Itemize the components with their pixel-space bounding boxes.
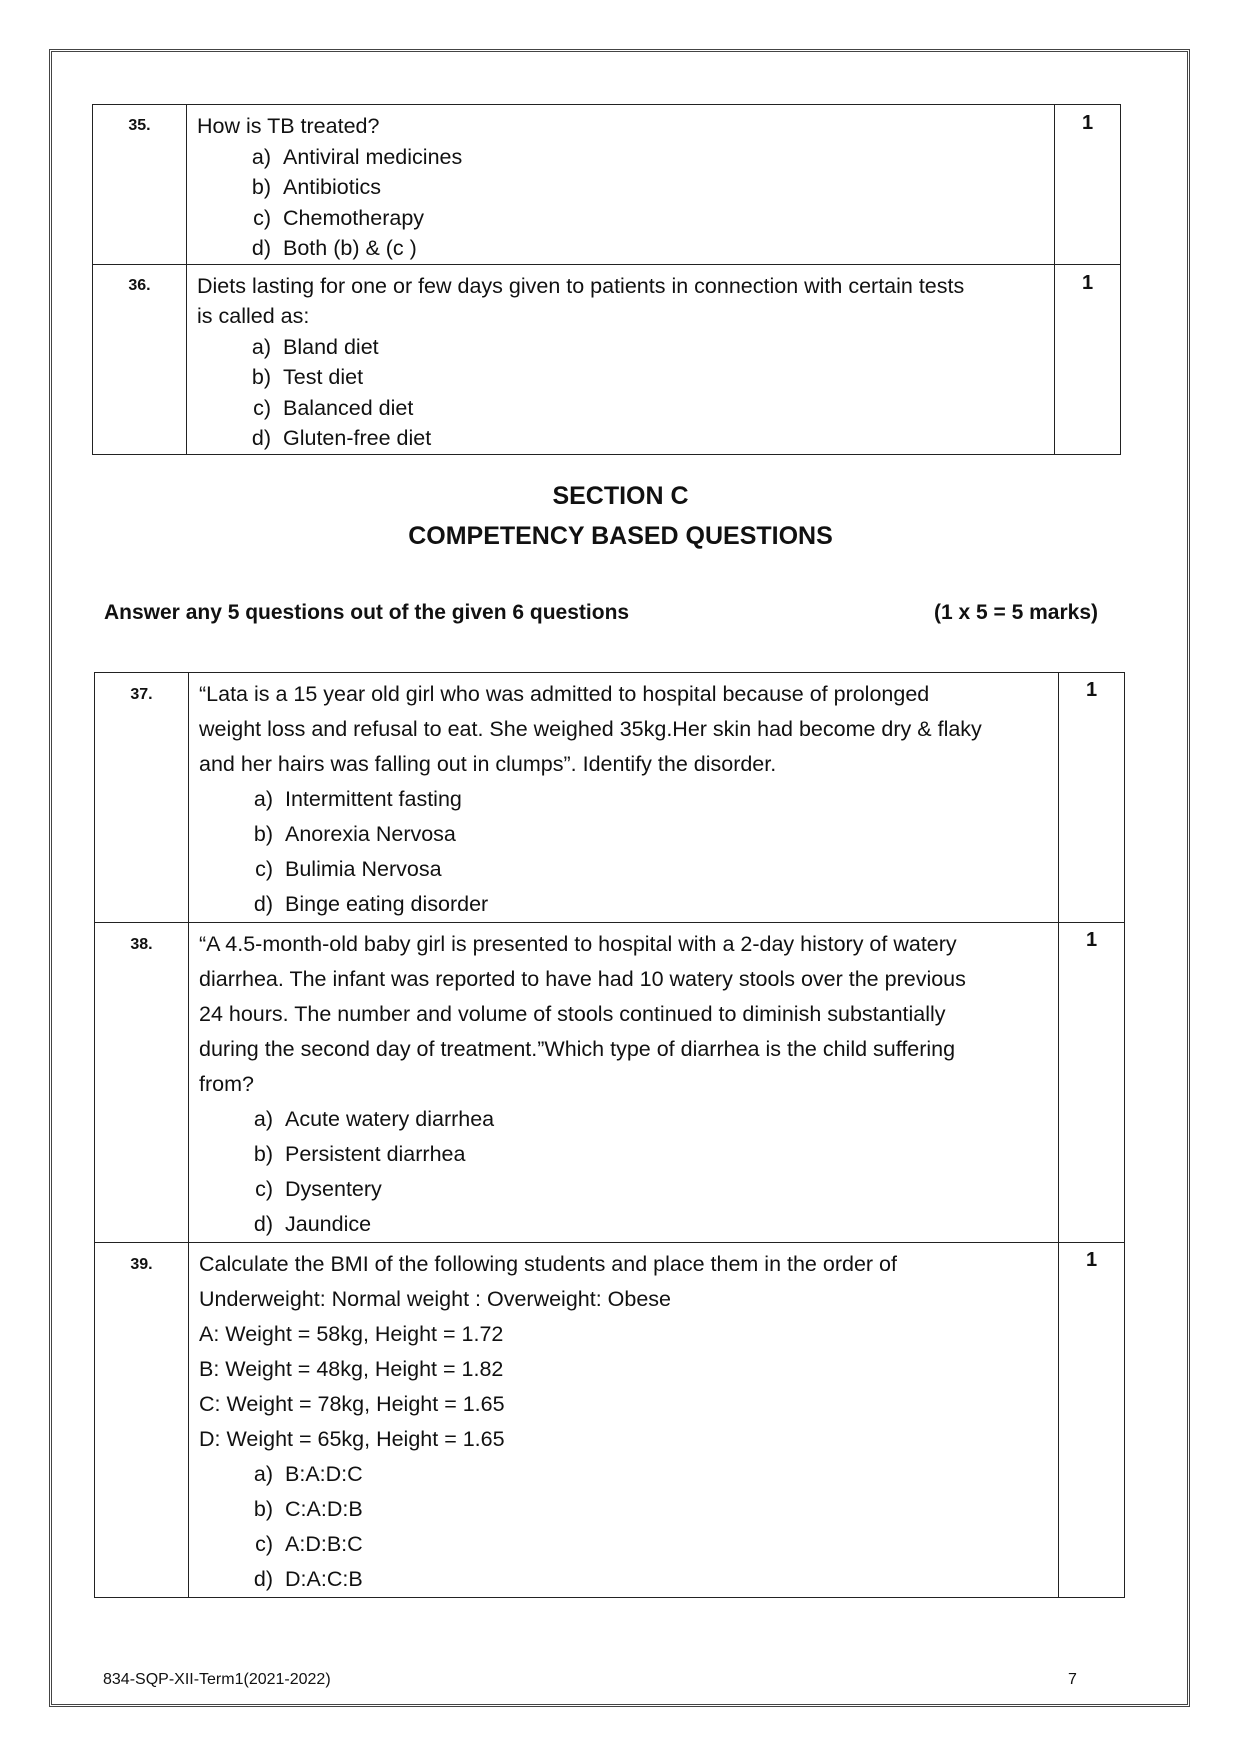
section-subtitle: COMPETENCY BASED QUESTIONS bbox=[408, 522, 833, 550]
option-c bbox=[233, 203, 1044, 234]
option-b bbox=[235, 817, 1048, 852]
question-text-line: and her hairs was falling out in clumps”. Identify the disorder. bbox=[199, 752, 777, 776]
question-body bbox=[189, 923, 1059, 1243]
option-text: Antiviral medicines bbox=[283, 144, 463, 169]
footer-code: 834-SQP-XII-Term1(2021-2022) bbox=[103, 1671, 331, 1688]
option-text: Jaundice bbox=[285, 1212, 372, 1236]
option-text: Chemotherapy bbox=[283, 205, 425, 230]
option-b bbox=[233, 362, 1044, 393]
option-label: a) bbox=[253, 1107, 273, 1131]
questions-table-top bbox=[92, 104, 1121, 455]
question-text-line: B: Weight = 48kg, Height = 1.82 bbox=[199, 1357, 504, 1381]
option-c bbox=[233, 393, 1044, 424]
option-b bbox=[233, 172, 1044, 203]
question-text-line: D: Weight = 65kg, Height = 1.65 bbox=[199, 1427, 505, 1451]
option-label: d) bbox=[251, 426, 271, 450]
question-row-37 bbox=[95, 673, 1125, 923]
question-marks: 1 bbox=[1055, 105, 1121, 265]
question-text-line: “Lata is a 15 year old girl who was admitted to hospital because of prolonged bbox=[199, 682, 930, 706]
question-row-36 bbox=[93, 264, 1121, 454]
section-marks-note: (1 x 5 = 5 marks) bbox=[933, 601, 1098, 624]
question-marks: 1 bbox=[1059, 1243, 1125, 1598]
option-text: Persistent diarrhea bbox=[285, 1142, 466, 1166]
question-number: 38. bbox=[95, 923, 189, 1243]
question-body bbox=[189, 673, 1059, 923]
options-list bbox=[199, 1102, 1048, 1242]
option-d bbox=[233, 423, 1044, 454]
options-list bbox=[197, 142, 1044, 264]
option-text: Acute watery diarrhea bbox=[285, 1107, 495, 1131]
section-title: SECTION C bbox=[552, 482, 689, 510]
option-text: Test diet bbox=[283, 365, 364, 389]
question-text-line: Diets lasting for one or few days given to patients in connection with certain tests bbox=[197, 273, 965, 298]
section-instruction: Answer any 5 questions out of the given 6 questions bbox=[104, 601, 630, 624]
option-label: b) bbox=[253, 1497, 273, 1521]
question-number: 39. bbox=[95, 1243, 189, 1598]
option-label: c) bbox=[255, 857, 273, 881]
options-list bbox=[199, 782, 1048, 922]
question-text-line: Calculate the BMI of the following students and place them in the order of bbox=[199, 1252, 897, 1276]
option-text: D:A:C:B bbox=[285, 1567, 363, 1591]
option-label: d) bbox=[253, 1212, 273, 1236]
option-label: b) bbox=[253, 822, 273, 846]
option-text: Bulimia Nervosa bbox=[285, 857, 442, 881]
option-label: a) bbox=[251, 144, 271, 169]
question-text-line: during the second day of treatment.”Which type of diarrhea is the child suffering bbox=[199, 1037, 956, 1061]
option-d bbox=[233, 233, 1044, 264]
option-label: b) bbox=[253, 1142, 273, 1166]
question-text-line: diarrhea. The infant was reported to have had 10 watery stools over the previous bbox=[199, 967, 966, 991]
question-marks: 1 bbox=[1059, 673, 1125, 923]
option-text: Both (b) & (c ) bbox=[283, 236, 417, 260]
option-text: Antibiotics bbox=[283, 175, 381, 199]
option-b bbox=[235, 1137, 1048, 1172]
option-text: C:A:D:B bbox=[285, 1497, 363, 1521]
option-c bbox=[235, 1172, 1048, 1207]
option-a bbox=[233, 332, 1044, 363]
question-text-line: “A 4.5-month-old baby girl is presented to hospital with a 2-day history of watery bbox=[199, 932, 957, 956]
option-text: Intermittent fasting bbox=[285, 787, 462, 811]
option-label: d) bbox=[251, 236, 271, 260]
question-body bbox=[187, 105, 1055, 265]
option-label: b) bbox=[251, 365, 271, 389]
question-number: 35. bbox=[93, 105, 187, 265]
question-number: 37. bbox=[95, 673, 189, 923]
option-text: Bland diet bbox=[283, 334, 379, 359]
option-label: d) bbox=[253, 1567, 273, 1591]
question-body bbox=[187, 264, 1055, 454]
option-label: a) bbox=[251, 334, 271, 359]
question-marks: 1 bbox=[1055, 264, 1121, 454]
option-label: c) bbox=[255, 1177, 273, 1201]
question-text-line: is called as: bbox=[197, 304, 310, 328]
question-marks: 1 bbox=[1059, 923, 1125, 1243]
question-row-35 bbox=[93, 105, 1121, 265]
option-label: d) bbox=[253, 892, 273, 916]
options-list bbox=[199, 1457, 1048, 1597]
option-text: A:D:B:C bbox=[285, 1532, 363, 1556]
option-label: c) bbox=[253, 205, 271, 230]
question-text-line: A: Weight = 58kg, Height = 1.72 bbox=[199, 1322, 504, 1346]
option-d bbox=[235, 1207, 1048, 1242]
option-d bbox=[235, 1562, 1048, 1597]
option-a bbox=[235, 782, 1048, 817]
option-c bbox=[235, 1527, 1048, 1562]
questions-table-bottom bbox=[94, 672, 1125, 1598]
option-c bbox=[235, 852, 1048, 887]
question-number: 36. bbox=[93, 264, 187, 454]
option-b bbox=[235, 1492, 1048, 1527]
question-text-line: 24 hours. The number and volume of stools continued to diminish substantially bbox=[199, 1002, 946, 1026]
question-row-38 bbox=[95, 923, 1125, 1243]
question-text-line: Underweight: Normal weight : Overweight: Obese bbox=[199, 1287, 672, 1311]
option-a bbox=[235, 1457, 1048, 1492]
option-text: Anorexia Nervosa bbox=[285, 822, 456, 846]
option-text: Gluten-free diet bbox=[283, 426, 432, 450]
question-text-line: C: Weight = 78kg, Height = 1.65 bbox=[199, 1392, 505, 1416]
option-label: c) bbox=[255, 1532, 273, 1556]
option-a bbox=[233, 142, 1044, 173]
question-text-line: weight loss and refusal to eat. She weighed 35kg.Her skin had become dry & flaky bbox=[199, 717, 982, 741]
option-d bbox=[235, 887, 1048, 922]
option-text: Binge eating disorder bbox=[285, 892, 489, 916]
page-number: 7 bbox=[1068, 1671, 1077, 1688]
question-text: How is TB treated? bbox=[197, 114, 380, 138]
question-body bbox=[189, 1243, 1059, 1598]
option-label: b) bbox=[251, 175, 271, 199]
options-list bbox=[197, 332, 1044, 454]
option-text: Dysentery bbox=[285, 1177, 382, 1201]
option-label: a) bbox=[253, 1462, 273, 1486]
option-label: a) bbox=[253, 787, 273, 811]
question-text-line: from? bbox=[199, 1072, 254, 1096]
question-row-39 bbox=[95, 1243, 1125, 1598]
option-a bbox=[235, 1102, 1048, 1137]
option-text: Balanced diet bbox=[283, 395, 414, 420]
option-text: B:A:D:C bbox=[285, 1462, 363, 1486]
option-label: c) bbox=[253, 395, 271, 420]
